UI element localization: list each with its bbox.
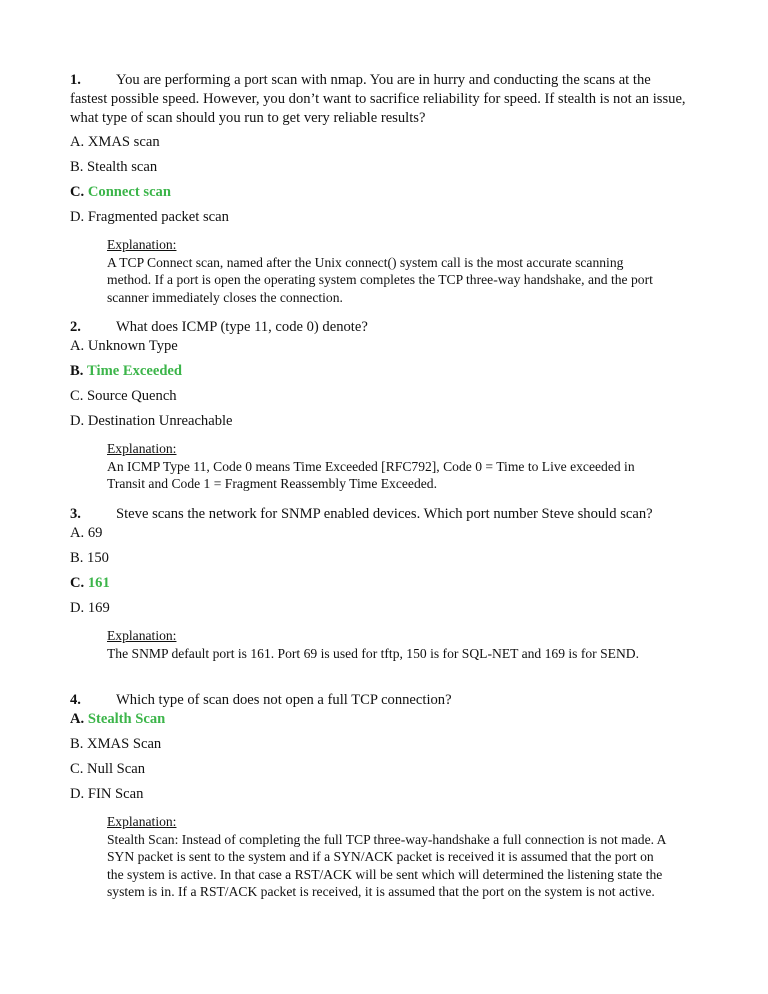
option-text: Null Scan: [87, 761, 146, 777]
question-prompt: You are performing a port scan with nmap. You are in hurry and conducting the scans at the fastest possible speed. However, you don’t want to sacrifice reliability for speed. If stealth is not an issue, what type of scan should you run to get very reliable results?: [70, 72, 686, 126]
option-label: C.: [70, 575, 85, 591]
explanation-text: The SNMP default port is 161. Port 69 is used for tftp, 150 is for SQL-NET and 169 is for SEND.: [107, 645, 640, 661]
option-label: A.: [70, 134, 85, 150]
option-label: B.: [70, 550, 84, 566]
explanation-title: Explanation:: [107, 237, 177, 252]
question-3: [70, 505, 690, 662]
explanation-block: [107, 813, 667, 901]
option-d: [70, 785, 690, 810]
option-label: C.: [70, 184, 85, 200]
explanation-block: [107, 627, 667, 662]
question-number: 2.: [70, 319, 81, 335]
option-text: Unknown Type: [87, 338, 178, 354]
explanation-text: A TCP Connect scan, named after the Unix connect() system call is the most accurate scanning method. If a port is open the operating system completes the TCP three-way handshake, and the port scanner immediately closes the connection.: [107, 254, 653, 305]
option-label: D.: [70, 786, 85, 802]
option-b-correct: [70, 362, 690, 387]
explanation-title: Explanation:: [107, 628, 177, 643]
question-4-text: [70, 691, 690, 710]
option-label: D.: [70, 209, 85, 225]
option-a-correct: [70, 710, 690, 735]
option-text: Source Quench: [87, 388, 177, 404]
question-number: 4.: [70, 692, 81, 708]
question-number: 3.: [70, 506, 81, 522]
option-c: [70, 387, 690, 412]
explanation-block: [107, 440, 667, 493]
option-c: [70, 760, 690, 785]
option-b: [70, 158, 690, 183]
option-d: [70, 599, 690, 624]
option-a: [70, 524, 690, 549]
explanation-block: [107, 236, 667, 306]
option-text: Destination Unreachable: [87, 413, 233, 429]
question-number: 1.: [70, 72, 81, 88]
option-label: B.: [70, 736, 84, 752]
option-label: C.: [70, 761, 84, 777]
option-label: D.: [70, 413, 85, 429]
option-text: Stealth scan: [87, 159, 158, 175]
option-label: B.: [70, 159, 84, 175]
option-label: B.: [70, 363, 84, 379]
option-text: 69: [87, 525, 103, 541]
explanation-text: Stealth Scan: Instead of completing the full TCP three-way-handshake a full connection is not made. A SYN packet is sent to the system and if a SYN/ACK packet is received it is assumed that the port on the system is active. In that case a RST/ACK will be sent which will determined the listening state the system is in. If a RST/ACK packet is received, it is assumed that the port on the system is not active.: [107, 831, 666, 899]
option-text: 150: [87, 550, 109, 566]
option-label: C.: [70, 388, 84, 404]
question-prompt: Which type of scan does not open a full TCP connection?: [116, 692, 452, 708]
option-d: [70, 412, 690, 437]
explanation-title: Explanation:: [107, 814, 177, 829]
option-text: XMAS scan: [87, 134, 160, 150]
explanation-title: Explanation:: [107, 441, 177, 456]
question-2-text: [70, 318, 690, 337]
option-text: FIN Scan: [87, 786, 144, 802]
option-label: D.: [70, 600, 85, 616]
option-a: [70, 337, 690, 362]
option-c-correct: [70, 183, 690, 208]
option-c-correct: [70, 574, 690, 599]
option-text: XMAS Scan: [87, 736, 162, 752]
correct-answer: 161: [87, 575, 110, 591]
option-d: [70, 208, 690, 233]
explanation-text: An ICMP Type 11, Code 0 means Time Exceeded [RFC792], Code 0 = Time to Live exceeded in Transit and Code 1 = Fragment Reassembly Time Exceeded.: [107, 458, 635, 491]
option-text: Fragmented packet scan: [87, 209, 229, 225]
question-prompt: What does ICMP (type 11, code 0) denote?: [116, 319, 368, 335]
question-3-text: [70, 505, 690, 524]
correct-answer: Time Exceeded: [87, 363, 183, 379]
question-4: [70, 691, 690, 901]
option-label: A.: [70, 338, 85, 354]
option-label: A.: [70, 711, 85, 727]
correct-answer: Stealth Scan: [87, 711, 166, 727]
option-label: A.: [70, 525, 85, 541]
option-a: [70, 133, 690, 158]
question-prompt: Steve scans the network for SNMP enabled devices. Which port number Steve should scan?: [116, 506, 653, 522]
option-text: 169: [87, 600, 110, 616]
option-b: [70, 549, 690, 574]
option-b: [70, 735, 690, 760]
question-1-text: [70, 71, 690, 128]
correct-answer: Connect scan: [87, 184, 171, 200]
question-2: [70, 318, 690, 493]
question-1: [70, 71, 690, 306]
